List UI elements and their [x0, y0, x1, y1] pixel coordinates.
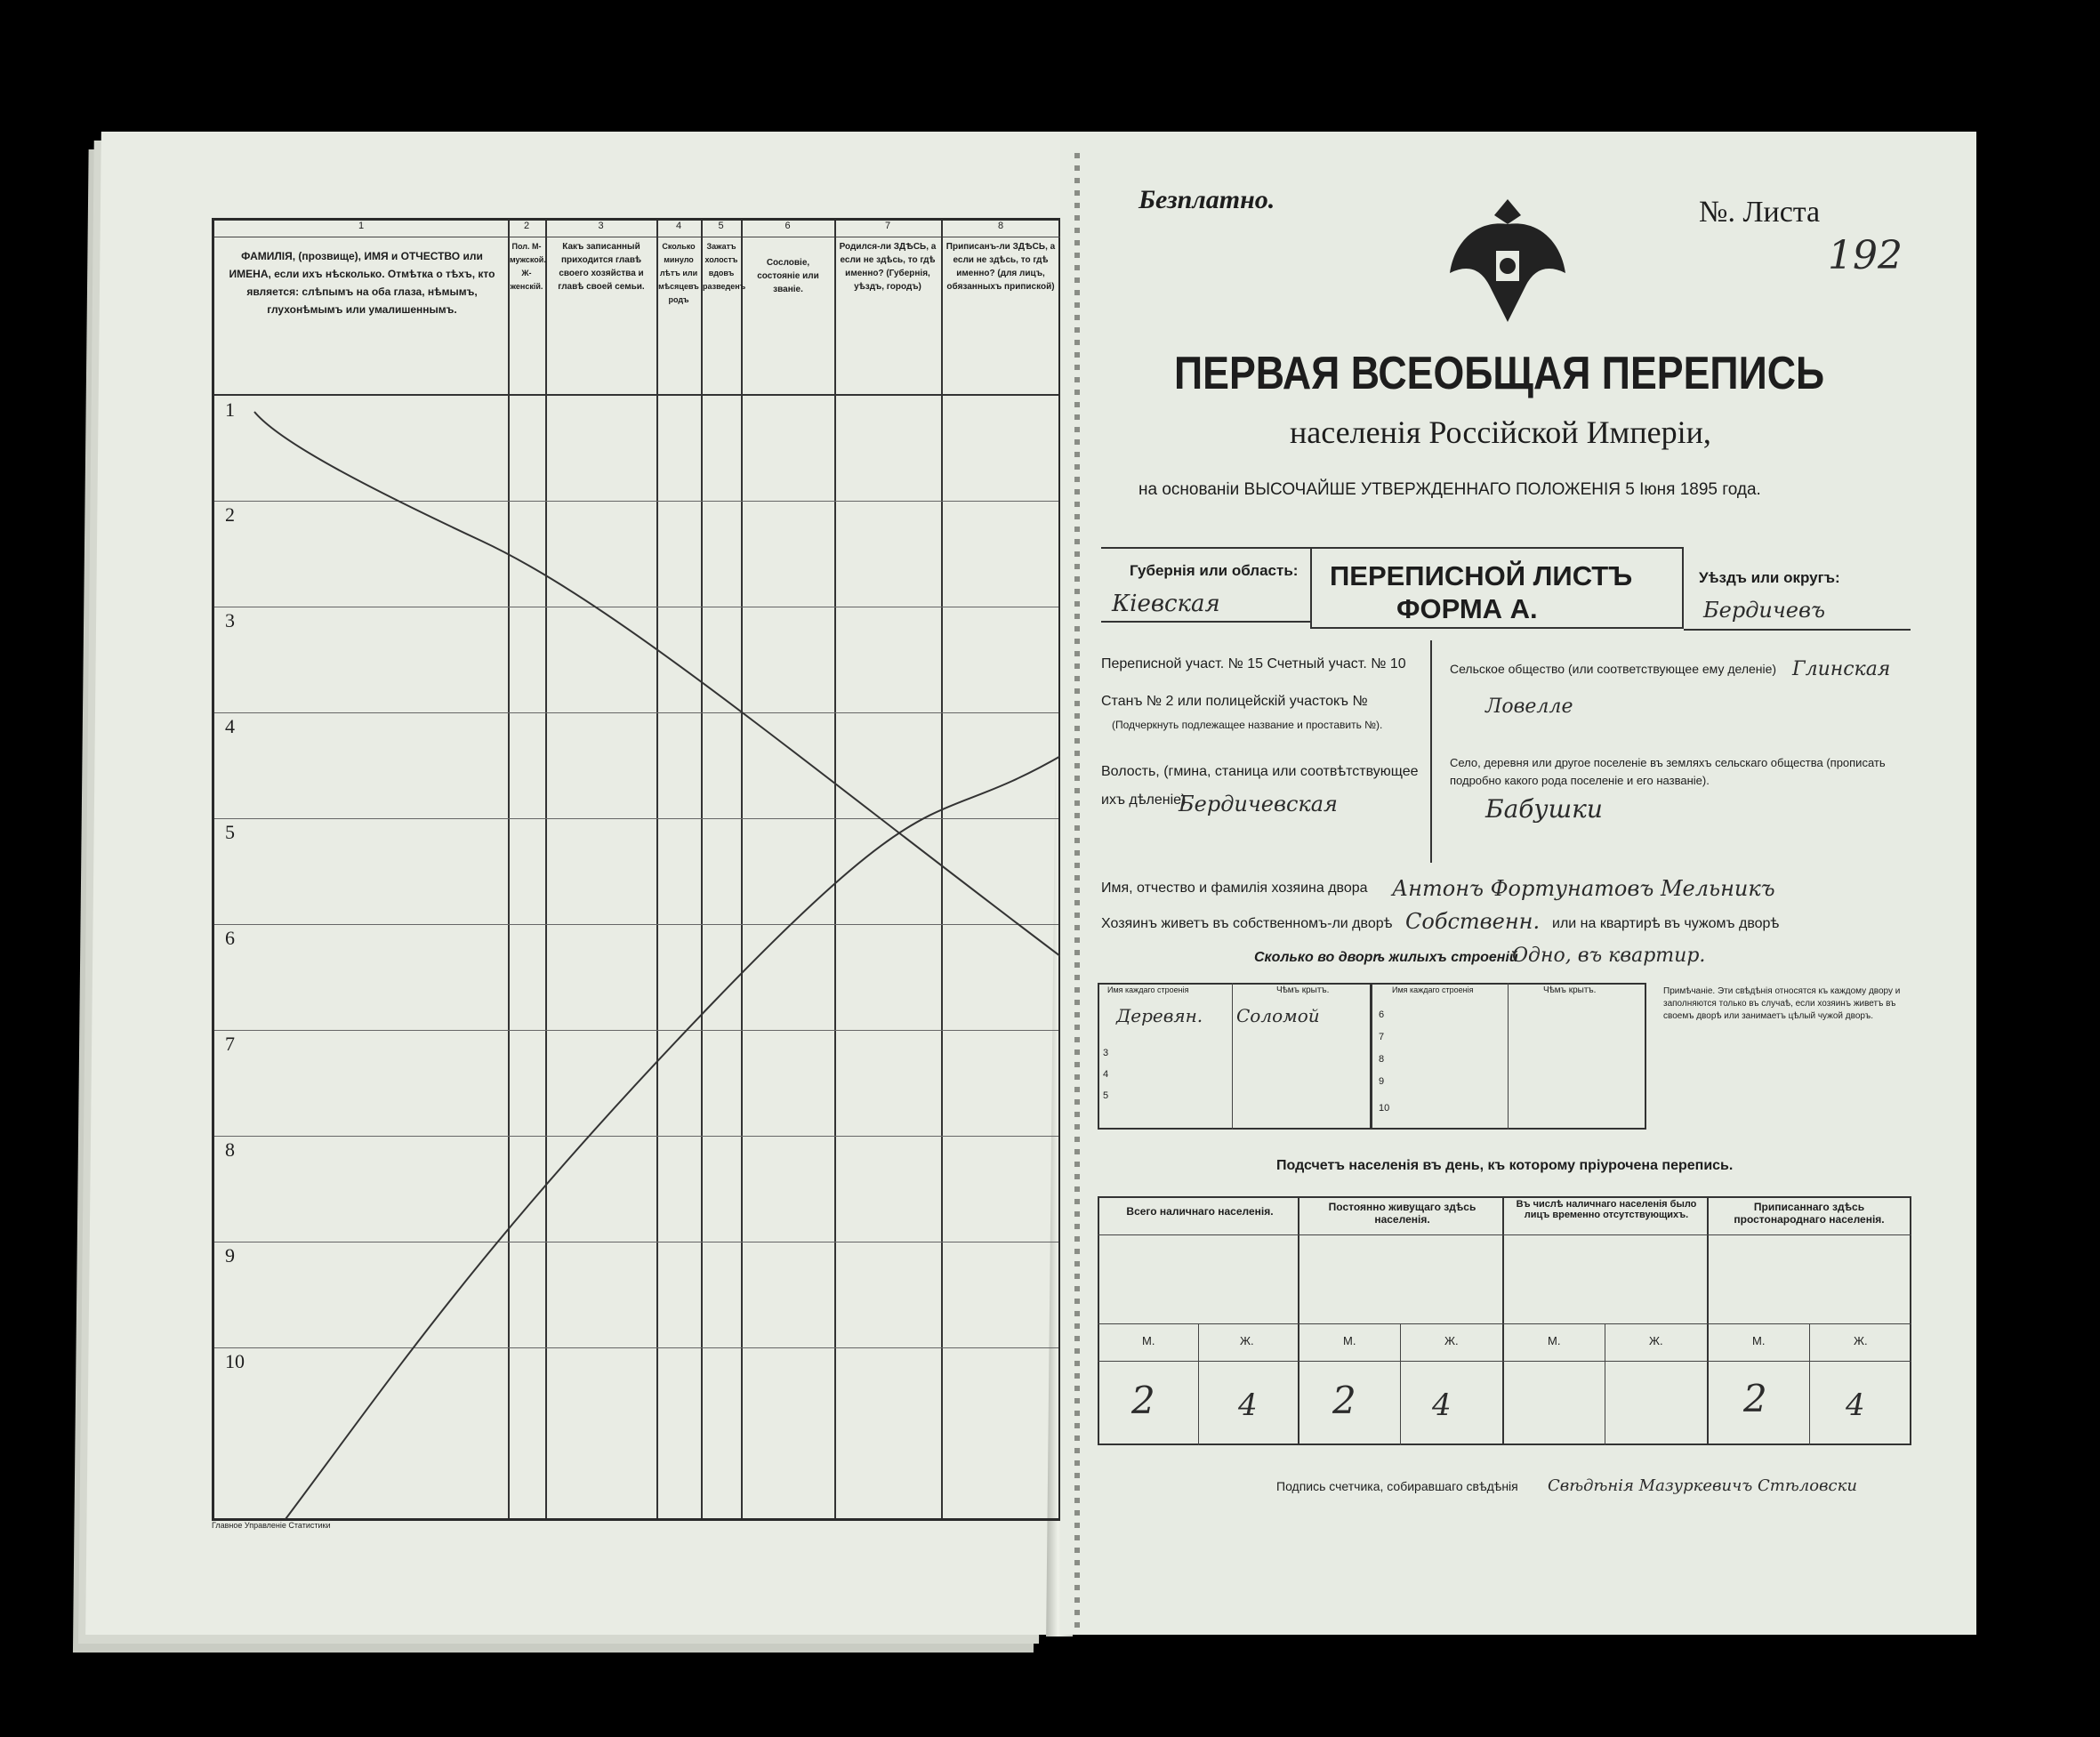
- summary-col: [1298, 1196, 1299, 1445]
- row-number: 6: [225, 927, 235, 949]
- header-age: Сколько минуло лѣтъ или мѣсяцевъ родъ: [658, 242, 699, 304]
- sheet-number: 192: [1828, 233, 1903, 278]
- sheet-label: №. Листа: [1699, 196, 1821, 229]
- male-label: М.: [1142, 1334, 1155, 1347]
- buildings-row: 8: [1379, 1054, 1385, 1065]
- community-value-2: Ловелле: [1485, 696, 1573, 718]
- buildings-header-b-right: Чѣмъ крытъ.: [1543, 985, 1597, 995]
- summary-hline: [1098, 1323, 1911, 1324]
- row-number: 4: [225, 715, 235, 737]
- header-relation: Какъ записанный приходится главѣ своего хозяйства и главѣ своей семьи.: [558, 242, 645, 292]
- buildings-row: 5: [1103, 1090, 1109, 1101]
- imperial-eagle-emblem: [1441, 189, 1574, 333]
- male-label: М.: [1548, 1334, 1561, 1347]
- stan-note: (Подчеркнуть подлежащее название и проставить №).: [1112, 719, 1383, 731]
- registered-male: 2: [1743, 1377, 1767, 1420]
- column-number: 4: [656, 221, 701, 237]
- census-district: Переписной участ. № 15 Счетный участ. № 10: [1101, 656, 1406, 671]
- summary-col: [1707, 1196, 1709, 1445]
- female-label: Ж.: [1854, 1334, 1868, 1347]
- female-label: Ж.: [1649, 1334, 1663, 1347]
- signature-value: Свѣдѣнія Мазуркевичъ Стѣловски: [1548, 1476, 1857, 1495]
- registered-female: 4: [1846, 1387, 1865, 1423]
- village-value: Бабушки: [1485, 794, 1603, 824]
- row-number: 1: [225, 398, 235, 421]
- summary-title: Подсчетъ населенія въ день, къ которому пріурочена перепись.: [1276, 1158, 1734, 1173]
- row-number: 9: [225, 1244, 235, 1267]
- summary-col: [1502, 1196, 1504, 1445]
- column-number: 3: [545, 221, 656, 237]
- row-number: 3: [225, 609, 235, 631]
- buildings-col: [1232, 983, 1233, 1130]
- uezd-label: Уѣздъ или округъ:: [1699, 569, 1840, 586]
- buildings-label: Сколько во дворѣ жилыхъ строеній: [1254, 950, 1518, 965]
- signature-label: Подпись счетчика, собиравшаго свѣдѣнія: [1276, 1479, 1518, 1493]
- summary-col-4: Приписаннаго здѣсь простонароднаго населенія.: [1734, 1201, 1885, 1226]
- male-label: М.: [1752, 1334, 1766, 1347]
- summary-hline: [1098, 1234, 1911, 1235]
- buildings-row: 10: [1379, 1103, 1390, 1114]
- summary-col-3: Въ числѣ наличнаго населенія было лицъ временно отсутствующихъ.: [1516, 1199, 1697, 1220]
- stan-label: Станъ № 2 или полицейскій участокъ №: [1101, 694, 1368, 709]
- census-subtitle: населенія Россійской Имперіи,: [1290, 414, 1711, 450]
- lives-label: Хозяинъ живетъ въ собственномъ-ли дворѣ: [1101, 916, 1393, 931]
- header-birthplace: Родился-ли ЗДѢСЬ, а если не здѣсь, то гдѣ именно? (Губернія, уѣздъ, городъ): [839, 242, 937, 292]
- female-label: Ж.: [1240, 1334, 1254, 1347]
- community-label: Сельское общество (или соответствующее ему деленіе): [1450, 662, 1777, 676]
- owner-value: Антонъ Фортунатовъ Мельникъ: [1392, 876, 1775, 901]
- cross-out-lines: [214, 221, 1064, 1524]
- free-label: Безплатно.: [1139, 185, 1275, 214]
- row-number: 7: [225, 1033, 235, 1055]
- summary-col-1: Всего наличнаго населенія.: [1126, 1205, 1274, 1218]
- buildings-row: 7: [1379, 1032, 1385, 1042]
- header-marital: Зажатъ холостъ вдовъ разведенъ: [703, 242, 746, 291]
- row-number: 2: [225, 503, 235, 526]
- column-number: 6: [741, 221, 834, 237]
- summary-subcol: [1809, 1323, 1810, 1445]
- summary-subcol: [1400, 1323, 1401, 1445]
- lives-value: Собственн.: [1405, 909, 1541, 934]
- buildings-row: 3: [1103, 1048, 1109, 1058]
- total-female: 4: [1238, 1387, 1258, 1423]
- summary-subcol: [1198, 1323, 1199, 1445]
- buildings-value-b: Соломой: [1236, 1005, 1320, 1026]
- buildings-header-a: Имя каждаго строенія: [1107, 985, 1189, 994]
- total-male: 2: [1131, 1379, 1155, 1422]
- volost-value: Бердичевская: [1179, 792, 1338, 816]
- buildings-row: 6: [1379, 1009, 1385, 1020]
- header-registered: Приписанъ-ли ЗДѢСЬ, а если не здѣсь, то гдѣ именно? (для лицъ, обязанныхъ припиской): [945, 242, 1056, 292]
- community-value: Глинская: [1792, 658, 1891, 680]
- buildings-row: 4: [1103, 1069, 1109, 1080]
- buildings-header-a-right: Имя каждаго строенія: [1392, 985, 1474, 994]
- column-number: 5: [701, 221, 741, 237]
- section-divider: [1430, 640, 1432, 863]
- lives-label-2: или на квартирѣ въ чужомъ дворѣ: [1552, 916, 1780, 931]
- form-title: ПЕРЕПИСНОЙ ЛИСТЪ: [1330, 560, 1633, 591]
- summary-hline: [1098, 1361, 1911, 1362]
- column-number: 2: [508, 221, 545, 237]
- row-number: 5: [225, 821, 235, 843]
- village-label: Село, деревня или другое поселеніе въ земляхъ сельскаго общества (прописать подробно какого рода поселеніе и его названіе).: [1450, 756, 1886, 787]
- left-census-table: [212, 218, 1061, 1521]
- buildings-col: [1508, 983, 1509, 1130]
- uezd-value: Бердичевъ: [1703, 598, 1825, 623]
- buildings-header-b: Чѣмъ крытъ.: [1276, 985, 1330, 995]
- header-name: ФАМИЛІЯ, (прозвище), ИМЯ и ОТЧЕСТВО или ИМЕНА, если ихъ нѣсколько. Отмѣтка о тѣхъ, кто является: слѣпымъ на оба глаза, нѣмымъ, глухонѣмымъ или умалишеннымъ.: [229, 250, 495, 316]
- column-number: 8: [941, 221, 1060, 237]
- uezd-underline: [1684, 629, 1911, 631]
- form-subtitle: ФОРМА А.: [1396, 593, 1538, 624]
- volost-label: Волость, (гмина, станица или соотвѣтствующее ихъ дѣленіе): [1101, 764, 1419, 808]
- female-label: Ж.: [1444, 1334, 1459, 1347]
- row-number: 8: [225, 1138, 235, 1161]
- owner-label: Имя, отчество и фамилія хозяина двора: [1101, 881, 1368, 896]
- note-text: Примѣчаніе. Эти свѣдѣнія относятся къ каждому двору и заполняются только въ случаѣ, если хозяинъ живетъ въ своемъ дворѣ или занимаетъ цѣлый чужой дворъ.: [1663, 986, 1901, 1021]
- resident-male: 2: [1332, 1379, 1356, 1422]
- summary-table: [1098, 1196, 1911, 1445]
- male-label: М.: [1343, 1334, 1356, 1347]
- guberniya-value: Кіевская: [1112, 591, 1220, 617]
- left-footer: Главное Управленіе Статистики: [212, 1521, 331, 1530]
- census-basis: на основаніи ВЫСОЧАЙШЕ УТВЕРЖДЕННАГО ПОЛОЖЕНІЯ 5 Іюня 1895 года.: [1139, 480, 1761, 499]
- column-number: 1: [214, 221, 508, 237]
- header-sex: Пол. М-мужской. Ж-женскій.: [510, 242, 546, 291]
- buildings-row: 9: [1379, 1076, 1385, 1087]
- census-title: ПЕРВАЯ ВСЕОБЩАЯ ПЕРЕПИСЬ: [1174, 348, 1825, 399]
- column-number: 7: [834, 221, 941, 237]
- row-number: 10: [225, 1350, 245, 1372]
- buildings-table-divider: [1370, 983, 1372, 1130]
- buildings-value-a: Деревян.: [1116, 1005, 1203, 1026]
- summary-col-2: Постоянно живущаго здѣсь населенія.: [1328, 1201, 1476, 1226]
- perforation: [1074, 151, 1080, 1628]
- resident-female: 4: [1432, 1387, 1452, 1423]
- header-estate: Сословіе, состояніе или званіе.: [757, 258, 819, 294]
- guberniya-label: Губернія или область:: [1130, 562, 1299, 579]
- buildings-value: Одно, въ квартир.: [1512, 945, 1706, 967]
